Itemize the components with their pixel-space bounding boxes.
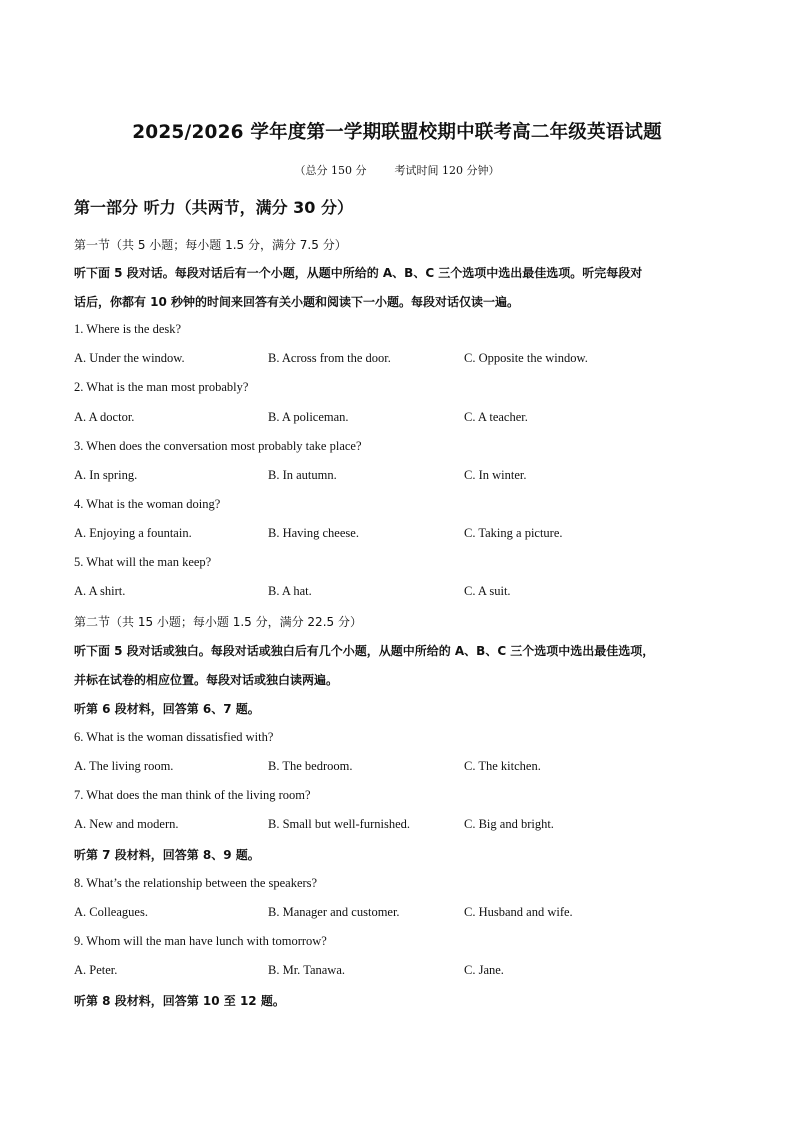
question-4: 4. What is the woman doing? [74, 497, 221, 511]
section2-instruction-line2: 并标在试卷的相应位置。每段对话或独白读两遍。 [74, 673, 339, 687]
question-9: 9. Whom will the man have lunch with tomorrow? [74, 934, 327, 948]
question-3: 3. When does the conversation most probably take place? [74, 439, 362, 453]
exam-subtitle: （总分 150 分 考试时间 120 分钟） [294, 164, 500, 177]
q2-option-b: B. A policeman. [268, 410, 349, 424]
section1-instruction-line2: 话后，你都有 10 秒钟的时间来回答有关小题和阅读下一小题。每段对话仅读一遍。 [74, 295, 520, 309]
section1-instruction-line1: 听下面 5 段对话。每段对话后有一个小题，从题中所给的 A、B、C 三个选项中选出最佳选项。听完每段对 [74, 266, 643, 280]
q6-option-a: A. The living room. [74, 759, 174, 773]
q3-option-b: B. In autumn. [268, 468, 337, 482]
q2-option-c: C. A teacher. [464, 410, 528, 424]
q3-option-c: C. In winter. [464, 468, 527, 482]
q1-option-c: C. Opposite the window. [464, 351, 588, 365]
section1-heading: 第一节（共 5 小题；每小题 1.5 分，满分 7.5 分） [74, 238, 347, 252]
q4-option-a: A. Enjoying a fountain. [74, 526, 192, 540]
q9-option-c: C. Jane. [464, 963, 504, 977]
q7-option-b: B. Small but well-furnished. [268, 817, 410, 831]
q5-option-c: C. A suit. [464, 584, 511, 598]
question-8: 8. What’s the relationship between the speakers? [74, 876, 318, 890]
q1-option-b: B. Across from the door. [268, 351, 391, 365]
q4-option-b: B. Having cheese. [268, 526, 359, 540]
material-7-label: 听第 7 段材料，回答第 8、9 题。 [74, 848, 260, 862]
exam-title: 2025/2026 学年度第一学期联盟校期中联考高二年级英语试题 [132, 122, 662, 143]
question-7: 7. What does the man think of the living room? [74, 788, 311, 802]
q8-option-b: B. Manager and customer. [268, 905, 400, 919]
q8-option-c: C. Husband and wife. [464, 905, 573, 919]
material-6-label: 听第 6 段材料，回答第 6、7 题。 [74, 702, 260, 716]
q9-option-b: B. Mr. Tanawa. [268, 963, 346, 977]
material-8-label: 听第 8 段材料，回答第 10 至 12 题。 [74, 994, 285, 1008]
q1-option-a: A. Under the window. [74, 351, 185, 365]
question-1: 1. Where is the desk? [74, 322, 182, 336]
q6-option-b: B. The bedroom. [268, 759, 353, 773]
question-6: 6. What is the woman dissatisfied with? [74, 730, 274, 744]
section2-instruction-line1: 听下面 5 段对话或独白。每段对话或独白后有几个小题，从题中所给的 A、B、C 三个选项中选出最佳选项， [74, 644, 655, 658]
q5-option-a: A. A shirt. [74, 584, 126, 598]
section2-heading: 第二节（共 15 小题；每小题 1.5 分，满分 22.5 分） [74, 615, 362, 629]
question-5: 5. What will the man keep? [74, 555, 212, 569]
part1-heading: 第一部分 听力（共两节，满分 30 分） [74, 198, 353, 217]
q5-option-b: B. A hat. [268, 584, 312, 598]
q4-option-c: C. Taking a picture. [464, 526, 563, 540]
q2-option-a: A. A doctor. [74, 410, 135, 424]
q7-option-c: C. Big and bright. [464, 817, 554, 831]
q3-option-a: A. In spring. [74, 468, 138, 482]
question-2: 2. What is the man most probably? [74, 380, 249, 394]
q8-option-a: A. Colleagues. [74, 905, 148, 919]
q9-option-a: A. Peter. [74, 963, 118, 977]
q6-option-c: C. The kitchen. [464, 759, 541, 773]
q7-option-a: A. New and modern. [74, 817, 179, 831]
